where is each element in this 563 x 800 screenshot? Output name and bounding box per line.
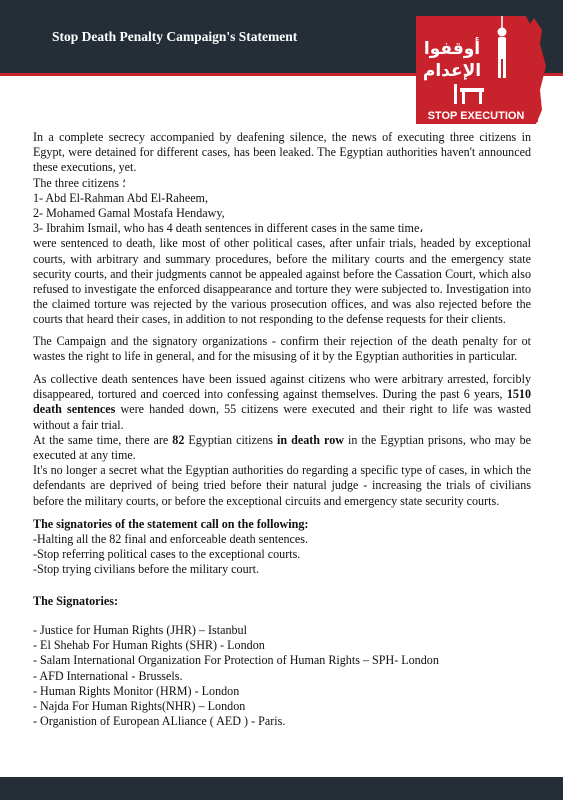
citizens-label: The three citizens ؛	[33, 175, 126, 190]
death-row-count: 82	[172, 432, 185, 447]
signatory-item: - El Shehab For Human Rights (SHR) - London	[33, 638, 265, 653]
demand-item: -Halting all the 82 final and enforceable death sentences.	[33, 532, 309, 547]
sentenced-paragraph: were sentenced to death, like most of other political cases, after unfair trials, headed by exceptional courts, with arbitrary and summary procedures, before the military courts and the emergency state security courts, and their judgments cannot be appealed against before the Cassation Court, which also refused to investigate the enforced disappearance and torture they were subjected to. Investigation into the claimed torture was rejected by the various prosecution offices, and was also rejected before the courts that heard their cases, in addition to not responding to the defense requests for their clients.	[33, 236, 531, 327]
stop-execution-logo	[408, 10, 548, 128]
secret-paragraph: It's no longer a secret what the Egyptian authorities do regarding a specific type of cases, in which the defendants are deprived of being tried before their natural judge - increasing the trials of civilians before the military courts, or before the exceptional circuits and emergency state security courts.	[33, 463, 531, 508]
death-sentences-count: 1510 death sentences	[33, 387, 531, 417]
citizen-item: 1- Abd El-Rahman Abd El-Raheem,	[33, 190, 208, 205]
signatory-item: - AFD International - Brussels.	[33, 668, 183, 683]
logo-arabic-line1: أوقفوا	[423, 39, 481, 59]
page-title: Stop Death Penalty Campaign's Statement	[52, 29, 298, 44]
signatory-item: - Human Rights Monitor (HRM) - London	[33, 683, 240, 698]
logo-arabic-line2: الإعدام	[422, 61, 482, 81]
signatory-item: - Justice for Human Rights (JHR) – Istanbul	[33, 622, 247, 637]
collective-paragraph: As collective death sentences have been issued against citizens who were arbitrary arrested, forcibly disappeared, tortured and coerced into confessing against themselves. During the past 6 years, 1510 death sentences were handed down, 55 citizens were executed and their right to life was wasted without a fair trial.	[33, 372, 532, 432]
logo-caption: STOP EXECUTION	[427, 110, 525, 122]
signatories-heading: The Signatories:	[33, 593, 118, 608]
intro-paragraph: In a complete secrecy accompanied by deafening silence, the news of executing three citizens in Egypt, were detained for different cases, has been leaked. The Egyptian authorities haven't announced these executions, yet.	[33, 130, 531, 175]
footer-bar	[0, 777, 563, 800]
demand-item: -Stop trying civilians before the military court.	[33, 562, 260, 577]
citizen-item: 3- Ibrahim Ismail, who has 4 death sentences in different cases in the same time،	[33, 221, 424, 236]
statement-body	[33, 130, 531, 729]
signatory-item: - Najda For Human Rights(NHR) – London	[33, 698, 246, 713]
signatory-item: - Organistion of European ALliance ( AED ) - Paris.	[33, 714, 286, 729]
campaign-paragraph: The Campaign and the signatory organizations - confirm their rejection of the death penalty for ot wastes the right to life in general, and for the misusing of it by the Egyptian authorities in particular.	[33, 333, 531, 363]
demand-item: -Stop referring political cases to the exceptional courts.	[33, 547, 301, 562]
signatory-item: - Salam International Organization For Protection of Human Rights – SPH- London	[33, 653, 439, 668]
citizen-item: 2- Mohamed Gamal Mostafa Hendawy,	[33, 206, 225, 221]
call-heading: The signatories of the statement call on the following:	[33, 516, 309, 531]
death-row-paragraph: At the same time, there are 82 Egyptian citizens in death row in the Egyptian prisons, who may be executed at any time.	[33, 432, 531, 463]
